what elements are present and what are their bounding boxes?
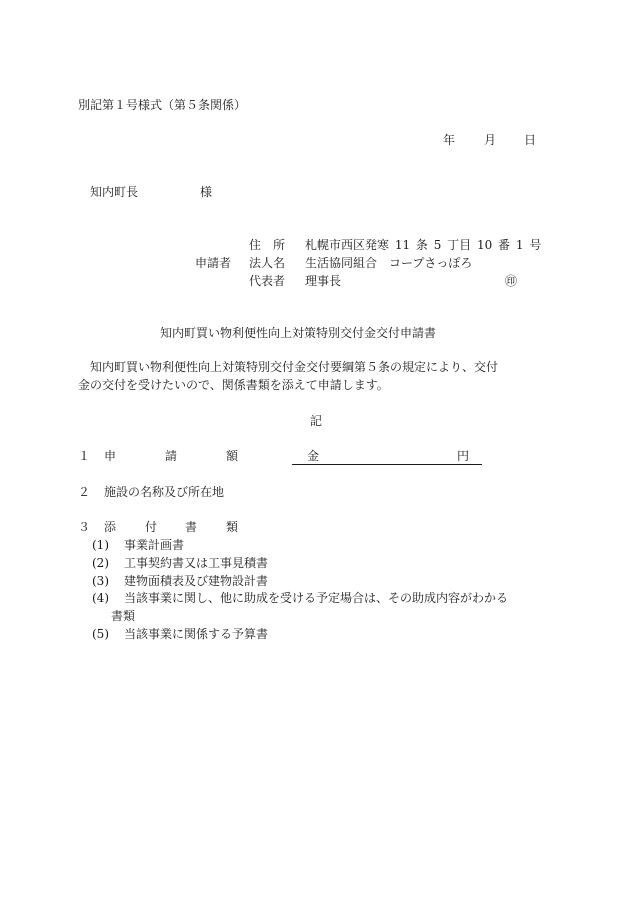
address-value: 札幌市西区発寒 11 条 5 丁目 10 番 1 号 <box>305 238 542 252</box>
doc-3-number: (3) <box>92 574 109 588</box>
amount-field <box>292 448 482 465</box>
item3-char-2: 付 <box>145 520 158 534</box>
item1-number: １ <box>78 449 91 463</box>
item2-label: 施設の名称及び所在地 <box>104 485 225 499</box>
addressee-name: 知内町長 <box>90 185 139 199</box>
amount-kin: 金 <box>307 449 320 463</box>
doc-4-text: 当該事業に関し、他に助成を受ける予定場合は、その助成内容がわかる <box>124 591 509 605</box>
item1-char-3: 額 <box>226 449 239 463</box>
applicant-label: 申請者 <box>195 256 232 270</box>
address-label: 住 所 <box>249 238 286 252</box>
item3-char-3: 書 <box>185 520 198 534</box>
body-line-1: 知内町買い物利便性向上対策特別交付金交付要綱第５条の規定により、交付 <box>90 360 499 374</box>
document-title: 知内町買い物利便性向上対策特別交付金交付申請書 <box>160 326 437 340</box>
doc-4-continuation: 書類 <box>111 609 136 623</box>
rep-label: 代表者 <box>249 274 286 288</box>
amount-en: 円 <box>457 449 470 463</box>
doc-3-text: 建物面積表及び建物設計書 <box>124 574 269 588</box>
form-label: 別記第１号様式（第５条関係） <box>78 98 247 112</box>
doc-1-text: 事業計画書 <box>124 538 185 552</box>
rep-value: 理事長 <box>305 274 342 288</box>
item1-char-1: 申 <box>104 449 117 463</box>
body-line-2: 金の交付を受けたいので、関係書類を添えて申請します。 <box>78 378 389 392</box>
ki-heading: 記 <box>310 414 323 428</box>
date-month: 月 <box>484 133 497 147</box>
date-year: 年 <box>443 133 456 147</box>
item3-number: ３ <box>78 520 91 534</box>
corp-value: 生活協同組合 コープさっぽろ <box>305 256 473 270</box>
seal-mark: ㊞ <box>505 274 518 288</box>
doc-2-text: 工事契約書又は工事見積書 <box>124 556 269 570</box>
date-day: 日 <box>524 133 537 147</box>
doc-2-number: (2) <box>92 556 109 570</box>
item2-number: ２ <box>78 485 91 499</box>
item3-char-1: 添 <box>104 520 117 534</box>
doc-1-number: (1) <box>92 538 109 552</box>
doc-5-number: (5) <box>92 627 109 641</box>
addressee-honorific: 様 <box>200 185 213 199</box>
item1-char-2: 請 <box>165 449 178 463</box>
item3-char-4: 類 <box>226 520 239 534</box>
doc-4-number: (4) <box>92 591 109 605</box>
doc-5-text: 当該事業に関係する予算書 <box>124 627 269 641</box>
corp-label: 法人名 <box>249 256 286 270</box>
